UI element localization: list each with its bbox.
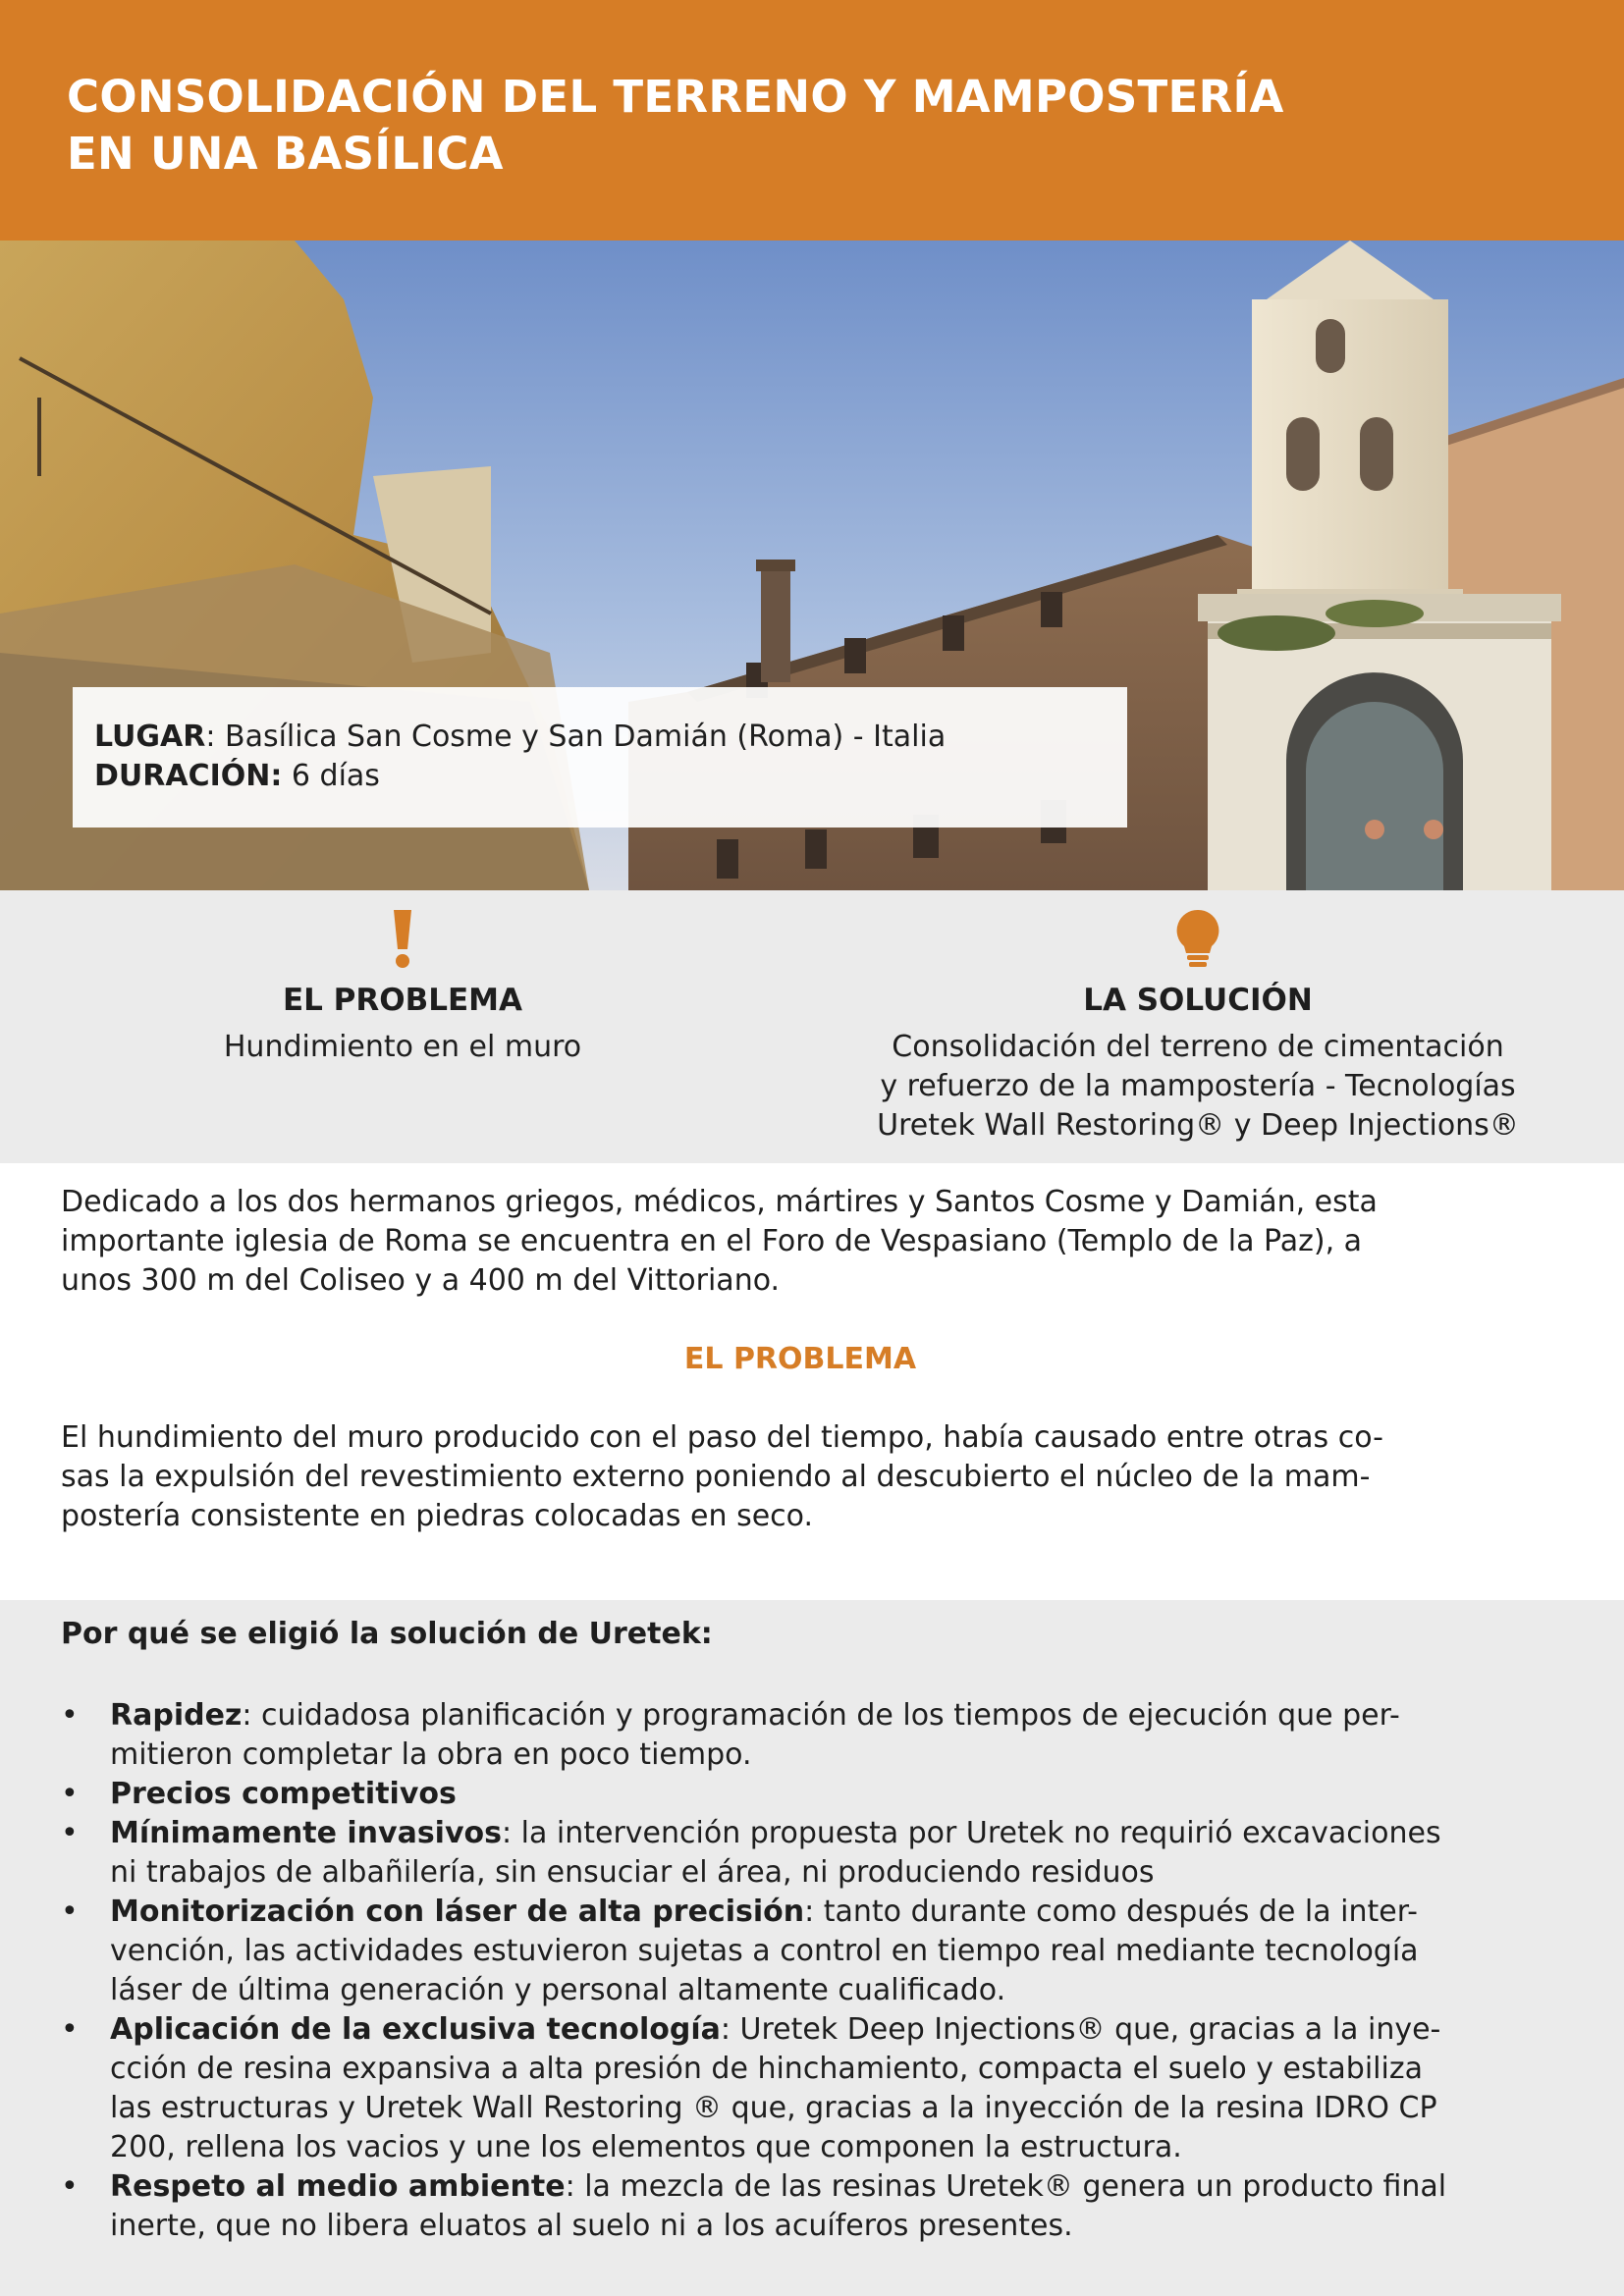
problem-line-1: El hundimiento del muro producido con el paso del tiempo, había causado entre otras co-: [61, 1420, 1383, 1455]
problem-line-3: postería consistente en piedras colocadas en seco.: [61, 1499, 814, 1533]
item-text: cción de resina expansiva a alta presión de hinchamiento, compacta el suelo y estabiliza: [110, 2052, 1423, 2086]
item-bold: Aplicación de la exclusiva tecnología: [110, 2012, 721, 2047]
solution-heading: LA SOLUCIÓN: [1083, 983, 1313, 1018]
problem-paragraph: [61, 1418, 1573, 1536]
duracion-line: [94, 757, 1104, 796]
intro-line-3: unos 300 m del Coliseo y a 400 m del Vittoriano.: [61, 1263, 781, 1298]
item-text: 200, rellena los vacios y une los elementos que componen la estructura.: [110, 2130, 1182, 2164]
problem-solution-band: [0, 890, 1624, 1163]
lugar-line: [94, 718, 1104, 757]
item-text: inerte, que no libera eluatos al suelo ni a los acuíferos presentes.: [110, 2209, 1073, 2243]
list-item: [61, 1814, 1573, 1893]
bullet: •: [61, 1895, 79, 1929]
problem-text: Hundimiento en el muro: [223, 1030, 582, 1064]
item-text: : Uretek Deep Injections® que, gracias a la inye-: [720, 2012, 1441, 2047]
item-text: : la intervención propuesta por Uretek no requirió excavaciones: [501, 1816, 1441, 1850]
duracion-value: 6 días: [282, 759, 380, 793]
solution-column: [844, 890, 1551, 1146]
item-bold: Precios competitivos: [110, 1777, 457, 1811]
info-box: [73, 687, 1127, 828]
item-text: vención, las actividades estuvieron sujetas a control en tiempo real mediante tecnología: [110, 1934, 1419, 1968]
list-item: [61, 2010, 1573, 2167]
item-text: las estructuras y Uretek Wall Restoring ® que, gracias a la inyección de la resina IDRO CP: [110, 2091, 1437, 2125]
item-text: ni trabajos de albañilería, sin ensuciar el área, ni produciendo residuos: [110, 1855, 1155, 1890]
lugar-label: LUGAR: [94, 720, 206, 754]
bullet: •: [61, 1698, 79, 1733]
lugar-value: : Basílica San Cosme y San Damián (Roma) - Italia: [205, 720, 947, 754]
page-title: [67, 69, 1540, 183]
problem-column: [108, 890, 697, 1067]
list-item: [61, 1775, 1573, 1814]
bullet: •: [61, 2169, 79, 2204]
list-item: [61, 1893, 1573, 2010]
solution-line-3: Uretek Wall Restoring® y Deep Injections®: [877, 1108, 1519, 1143]
item-bold: Rapidez: [110, 1698, 243, 1733]
title-line-1: CONSOLIDACIÓN DEL TERRENO Y MAMPOSTERÍA: [67, 71, 1284, 123]
why-heading: Por qué se eligió la solución de Uretek:: [61, 1617, 713, 1651]
problem-line-2: sas la expulsión del revestimiento externo poniendo al descubierto el núcleo de la mam-: [61, 1460, 1371, 1494]
solution-line-1: Consolidación del terreno de cimentación: [892, 1030, 1504, 1064]
basilica-photo: [0, 240, 1624, 890]
bullet: •: [61, 1777, 79, 1811]
duracion-label: DURACIÓN:: [94, 759, 283, 793]
item-text: : tanto durante como después de la inter-: [804, 1895, 1418, 1929]
item-bold: Monitorización con láser de alta precisión: [110, 1895, 805, 1929]
item-text: : cuidadosa planificación y programación de los tiempos de ejecución que per-: [242, 1698, 1400, 1733]
intro-paragraph: [61, 1183, 1573, 1301]
item-text: láser de última generación y personal altamente cualificado.: [110, 1973, 1006, 2007]
solution-text: [844, 1028, 1551, 1146]
bullet: •: [61, 1816, 79, 1850]
exclamation-icon: [391, 908, 414, 969]
item-text: mitieron completar la obra en poco tiempo.: [110, 1737, 752, 1772]
item-text: : la mezcla de las resinas Uretek® genera un producto final: [565, 2169, 1447, 2204]
problem-heading: EL PROBLEMA: [282, 983, 523, 1018]
bullet: •: [61, 2012, 79, 2047]
problem-section-title: EL PROBLEMA: [683, 1342, 917, 1376]
lightbulb-icon: [1175, 908, 1220, 969]
item-bold: Respeto al medio ambiente: [110, 2169, 566, 2204]
list-item: [61, 2167, 1573, 2246]
header-band: [0, 0, 1624, 240]
intro-line-2: importante iglesia de Roma se encuentra en el Foro de Vespasiano (Templo de la Paz), a: [61, 1224, 1363, 1258]
title-line-2: EN UNA BASÍLICA: [67, 128, 504, 180]
list-item: [61, 1696, 1573, 1775]
item-bold: Mínimamente invasivos: [110, 1816, 502, 1850]
why-list: [61, 1696, 1573, 2246]
solution-line-2: y refuerzo de la mampostería - Tecnologías: [880, 1069, 1516, 1103]
intro-line-1: Dedicado a los dos hermanos griegos, médicos, mártires y Santos Cosme y Damián, esta: [61, 1185, 1378, 1219]
